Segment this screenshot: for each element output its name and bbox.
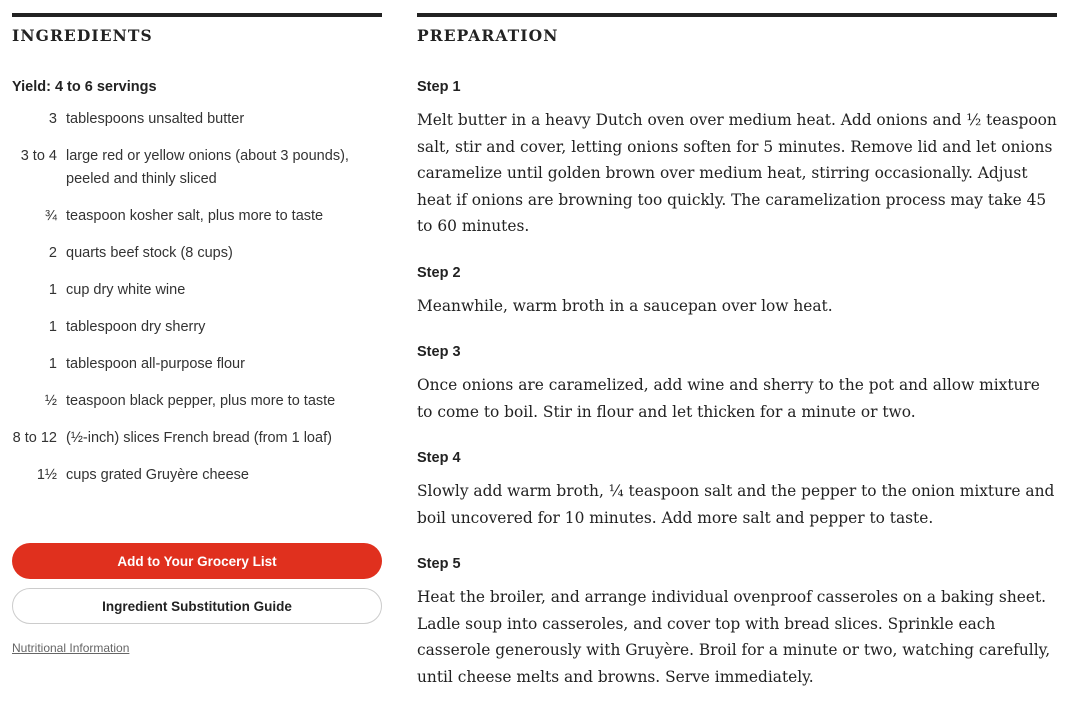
step-label: Step 3 bbox=[417, 344, 461, 360]
step-label: Step 5 bbox=[417, 556, 461, 572]
step-text: Once onions are caramelized, add wine and sherry to the pot and allow mixture to come to boil. Stir in flour and let thicken for a minute or two. bbox=[417, 376, 1040, 421]
ingredient-description: tablespoon dry sherry bbox=[66, 319, 206, 335]
ingredient-quantity: 1 bbox=[48, 282, 57, 298]
ingredient-quantity: 3 bbox=[48, 111, 57, 127]
step-text: Heat the broiler, and arrange individual ovenproof casseroles on a baking sheet. Ladle soup into casseroles, and cover top with bread slices. Sprinkle each casserole generously with Gruyère. Broil for a minute or two, watching carefully, until cheese melts and browns. Serve immediately. bbox=[417, 588, 1051, 686]
step-label: Step 2 bbox=[417, 264, 461, 281]
ingredient-item bbox=[12, 353, 382, 376]
ingredient-description: teaspoon kosher salt, plus more to taste bbox=[66, 208, 324, 224]
ingredient-item bbox=[12, 145, 382, 191]
preparation-rule bbox=[417, 13, 1057, 17]
step-text: Melt butter in a heavy Dutch oven over medium heat. Add onions and ½ teaspoon salt, stir and cover, letting onions soften for 5 minutes. Remove lid and let onions caramelize until golden brown over medium heat, stirring occasionally. Adjust heat if onions are browning too quickly. The caramelization process may take 45 to 60 minutes. bbox=[417, 111, 1057, 235]
step-text: Slowly add warm broth, ¼ teaspoon salt and the pepper to the onion mixture and boil uncovered for 10 minutes. Add more salt and pepper to taste. bbox=[417, 482, 1055, 527]
ingredient-quantity: ½ bbox=[44, 393, 57, 409]
add-to-grocery-list-button[interactable]: Add to Your Grocery List bbox=[12, 543, 382, 579]
preparation-heading: PREPARATION bbox=[417, 26, 559, 45]
step-item bbox=[417, 342, 1057, 425]
ingredient-item bbox=[12, 108, 382, 131]
nutritional-information-link[interactable]: Nutritional Information bbox=[12, 641, 130, 655]
step-label: Step 1 bbox=[417, 79, 461, 95]
ingredient-quantity: 1 bbox=[48, 356, 57, 372]
ingredient-item bbox=[12, 205, 382, 228]
ingredient-description: quarts beef stock (8 cups) bbox=[66, 245, 233, 261]
ingredient-list bbox=[12, 108, 382, 487]
ingredient-description: (½-inch) slices French bread (from 1 loaf) bbox=[66, 430, 332, 446]
step-item bbox=[417, 263, 1057, 320]
ingredient-item bbox=[12, 316, 382, 339]
ingredient-description: tablespoon all-purpose flour bbox=[66, 356, 245, 372]
ingredient-item bbox=[12, 390, 382, 413]
ingredient-description: teaspoon black pepper, plus more to taste bbox=[66, 393, 336, 409]
preparation-section bbox=[417, 13, 1057, 713]
step-item bbox=[417, 77, 1057, 240]
step-item bbox=[417, 448, 1057, 531]
ingredients-heading: INGREDIENTS bbox=[12, 26, 153, 45]
ingredient-quantity: 3 to 4 bbox=[20, 148, 57, 164]
ingredient-quantity: 1 bbox=[48, 319, 57, 335]
ingredient-item bbox=[12, 242, 382, 265]
yield-label: Yield: 4 to 6 servings bbox=[12, 79, 157, 95]
ingredient-description: cup dry white wine bbox=[66, 282, 186, 298]
ingredient-description: tablespoons unsalted butter bbox=[66, 111, 245, 127]
ingredients-section bbox=[12, 13, 382, 655]
ingredient-quantity: 2 bbox=[48, 245, 57, 261]
step-text: Meanwhile, warm broth in a saucepan over low heat. bbox=[417, 296, 833, 315]
ingredient-quantity: 8 to 12 bbox=[12, 430, 57, 446]
ingredient-substitution-guide-button[interactable]: Ingredient Substitution Guide bbox=[12, 588, 382, 624]
ingredient-quantity: 1½ bbox=[36, 467, 57, 483]
step-list bbox=[417, 77, 1057, 690]
step-item bbox=[417, 554, 1057, 690]
ingredient-description: large red or yellow onions (about 3 pounds), peeled and thinly sliced bbox=[66, 148, 349, 187]
ingredient-quantity: ¾ bbox=[44, 208, 57, 224]
ingredient-item bbox=[12, 279, 382, 302]
ingredient-description: cups grated Gruyère cheese bbox=[66, 467, 249, 483]
ingredient-item bbox=[12, 464, 382, 487]
step-label: Step 4 bbox=[417, 450, 461, 466]
ingredients-rule bbox=[12, 13, 382, 17]
ingredient-item bbox=[12, 427, 382, 450]
